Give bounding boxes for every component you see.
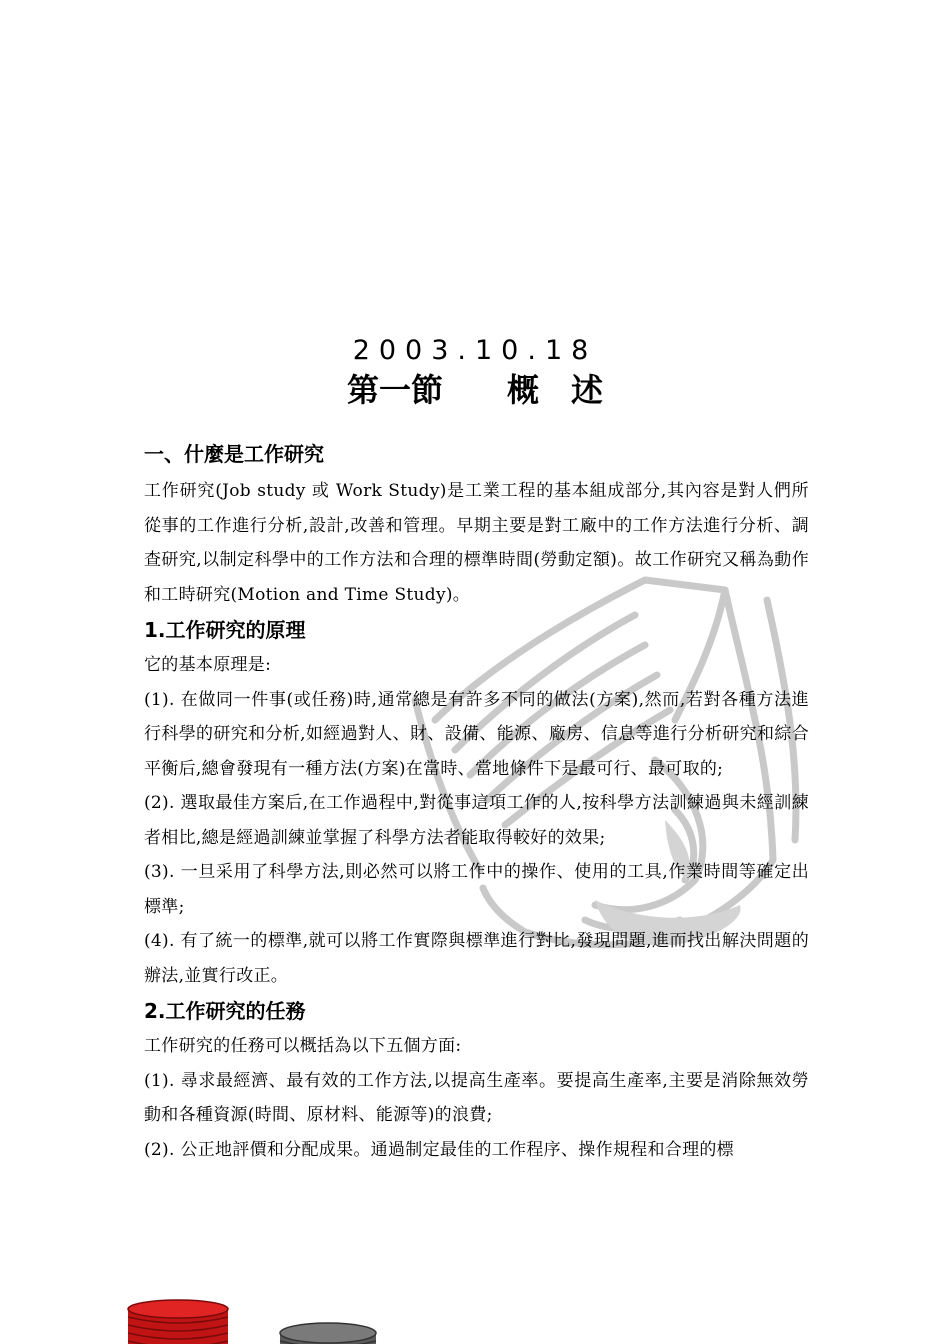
heading-what-is-work-study: 一、什麼是工作研究	[144, 442, 324, 466]
list-item: (3). 一旦采用了科學方法,則必然可以將工作中的操作、使用的工具,作業時間等確定出標準;	[144, 862, 809, 917]
list-item: (2). 公正地評價和分配成果。通過制定最佳的工作程序、操作規程和合理的標	[144, 1139, 734, 1160]
heading-principles: 1.工作研究的原理	[144, 618, 306, 642]
list-item: (1). 在做同一件事(或任務)時,通常總是有許多不同的做法(方案),然而,若對各種方法進行科學的研究和分析,如經過對人、財、設備、能源、廠房、信息等進行分析研究和綜合平衡后,總會發現有一種方法(方案)在當時、當地條件下是最可行、最可取的;	[144, 689, 809, 779]
list-item: (1). 尋求最經濟、最有效的工作方法,以提高生產率。要提高生產率,主要是消除無效勞動和各種資源(時間、原材料、能源等)的浪費;	[144, 1070, 809, 1125]
list-item: (4). 有了統一的標準,就可以將工作實際與標準進行對比,發現問題,進而找出解決問題的辦法,並實行改正。	[144, 931, 809, 986]
paragraph-principles-intro: 它的基本原理是:	[144, 655, 272, 675]
heading-tasks: 2.工作研究的任務	[144, 999, 306, 1023]
document-body	[144, 436, 809, 1167]
document-date: 2003.10.18	[352, 335, 598, 366]
list-item: (2). 選取最佳方案后,在工作過程中,對從事這項工作的人,按科學方法訓練過與未經訓練者相比,總是經過訓練並掌握了科學方法者能取得較好的效果;	[144, 793, 809, 848]
section-title: 第一節 概 述	[346, 371, 603, 409]
paragraph-tasks-intro: 工作研究的任務可以概括為以下五個方面:	[144, 1036, 462, 1056]
paragraph-definition: 工作研究(Job study 或 Work Study)是工業工程的基本組成部分,其內容是對人們所從事的工作進行分析,設計,改善和管理。早期主要是對工廠中的工作方法進行分析、調查研究,以制定科學中的工作方法和合理的標準時間(勞動定額)。故工作研究又稱為動作和工時研究(Motion and Time Study)。	[144, 481, 809, 605]
